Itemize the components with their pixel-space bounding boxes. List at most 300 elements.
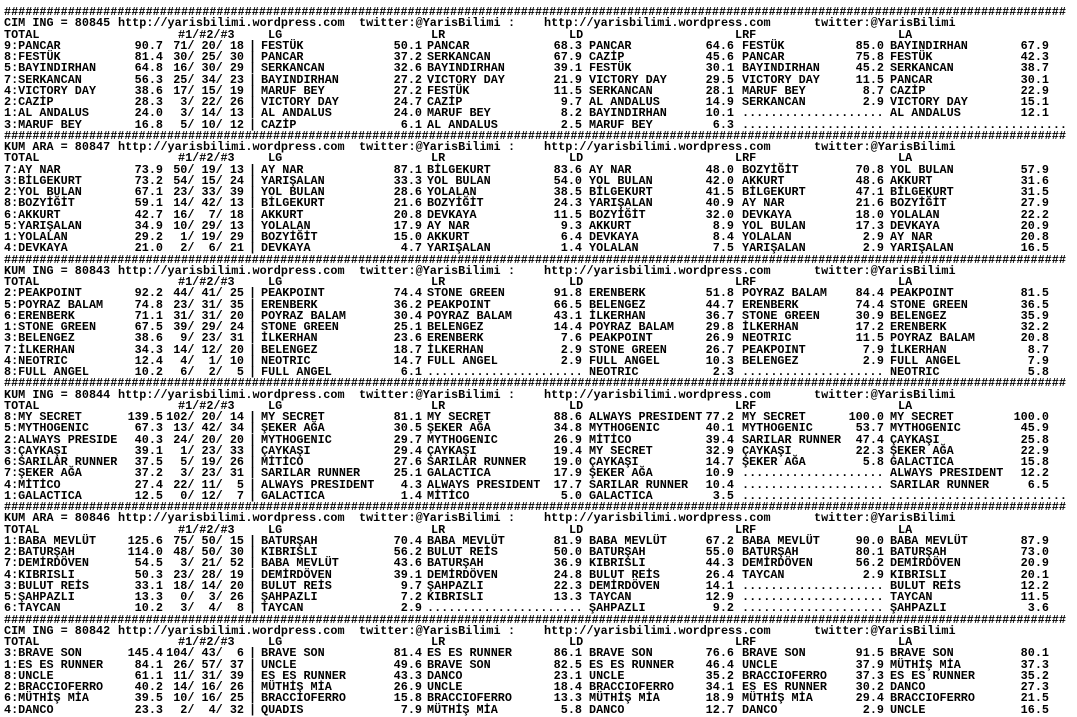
lr-value: 54.0 xyxy=(553,173,582,188)
horse-name: 7:DEMİRDÖVEN xyxy=(4,556,89,571)
ld-horse: NEOTRIC xyxy=(589,365,639,379)
lrf-horse: POYRAZ BALAM xyxy=(742,286,827,301)
column-total: TOTAL xyxy=(4,275,40,289)
lg-horse: GALACTICA xyxy=(261,488,325,503)
column-lrf: LRF xyxy=(735,522,757,537)
lrf-value: 56.2 xyxy=(855,556,884,571)
lrf-horse: .................... xyxy=(742,488,884,503)
pick-counts: 3/ 4/ 8 xyxy=(180,601,244,616)
horse-name: 3:BİLGEKURT xyxy=(4,173,82,188)
lg-horse: ŞAHPAZLI xyxy=(261,590,318,604)
lg-value: 18.7 xyxy=(393,342,422,357)
pick-counts: 31/ 31/ 20 xyxy=(173,308,244,323)
divider: | xyxy=(249,410,257,424)
horse-name: 6:SARILAR RUNNER xyxy=(4,455,118,469)
site-url: http://yarisbilimi.wordpress.com xyxy=(118,511,345,526)
ld-value: 44.7 xyxy=(705,297,734,312)
ld-value: 10.9 xyxy=(705,466,734,481)
lr-horse: ÇAYKAŞI xyxy=(427,443,477,458)
ld-horse: MİTİCO xyxy=(589,432,632,447)
lg-horse: BİLGEKURT xyxy=(261,196,325,211)
lrf-horse: NEOTRIC xyxy=(742,331,792,346)
lg-value: 24.7 xyxy=(393,95,422,109)
lrf-value: 2.9 xyxy=(862,702,884,717)
la-horse: VICTORY DAY xyxy=(890,95,968,109)
divider: | xyxy=(249,218,257,233)
divider: | xyxy=(249,545,257,559)
site-url: http://yarisbilimi.wordpress.com xyxy=(118,387,345,402)
total-score: 74.8 xyxy=(134,297,163,312)
lr-horse: AL ANDALUS xyxy=(427,117,498,132)
lrf-value: 90.0 xyxy=(855,533,884,548)
la-value: 21.5 xyxy=(1020,691,1049,706)
lr-value: 7.6 xyxy=(560,331,582,346)
column-la: LA xyxy=(898,275,913,289)
horse-name: 4:MİTİCO xyxy=(4,477,61,492)
column-lr: LR xyxy=(431,27,446,42)
colon: : xyxy=(508,16,516,31)
divider: | xyxy=(249,646,257,661)
lrf-value: 17.3 xyxy=(855,218,884,233)
site-url: http://yarisbilimi.wordpress.com xyxy=(544,387,771,402)
ld-value: 34.1 xyxy=(705,680,734,694)
divider: | xyxy=(249,72,257,87)
la-value: 12.2 xyxy=(1020,466,1049,481)
lr-horse: SARILAR RUNNER xyxy=(427,455,527,469)
column-lr: LR xyxy=(431,275,446,289)
la-value: 25.8 xyxy=(1020,432,1049,447)
lg-value: 32.6 xyxy=(393,61,422,76)
total-score: 33.1 xyxy=(134,578,163,593)
la-horse: BİLGEKURT xyxy=(890,185,954,199)
lg-value: 36.2 xyxy=(393,297,422,312)
lrf-horse: .................... xyxy=(742,117,884,132)
la-horse: ŞAHPAZLI xyxy=(890,601,947,616)
pick-counts: 3/ 14/ 13 xyxy=(180,106,244,121)
lrf-horse: YOL BULAN xyxy=(742,218,806,233)
lr-horse: PANCAR xyxy=(427,38,470,53)
divider: | xyxy=(249,702,257,717)
pick-counts: 14/ 12/ 20 xyxy=(173,342,244,357)
column-ld: LD xyxy=(569,151,584,166)
la-value: 15.1 xyxy=(1020,95,1049,109)
ld-horse: ÇAYKAŞI xyxy=(589,455,639,469)
divider: | xyxy=(249,117,257,132)
total-score: 10.2 xyxy=(134,601,163,616)
divider: | xyxy=(249,308,257,323)
lr-value: 83.6 xyxy=(553,162,582,177)
divider: | xyxy=(249,455,257,469)
ld-horse: TAYCAN xyxy=(589,590,632,604)
column-ld: LD xyxy=(569,27,584,42)
horse-name: 8:FULL ANGEL xyxy=(4,365,89,379)
lr-value: 5.8 xyxy=(560,702,582,717)
lg-horse: BATURŞAH xyxy=(261,533,318,548)
total-score: 67.5 xyxy=(134,320,163,334)
lg-value: 17.9 xyxy=(393,218,422,233)
total-score: 29.2 xyxy=(134,230,163,244)
lg-value: 29.7 xyxy=(393,432,422,447)
la-value: 45.9 xyxy=(1020,421,1049,436)
lr-value: 2.9 xyxy=(560,353,582,368)
total-score: 67.3 xyxy=(134,421,163,436)
lr-horse: YOLALAN xyxy=(427,185,477,199)
lr-horse: ŞEKER AĞA xyxy=(427,421,491,436)
lrf-value: 70.8 xyxy=(855,162,884,177)
ld-horse: BRAVE SON xyxy=(589,646,653,661)
la-value: 7.9 xyxy=(1027,353,1049,368)
ld-horse: FESTÜK xyxy=(589,61,632,76)
total-score: 139.5 xyxy=(127,410,163,424)
lr-value: 82.5 xyxy=(553,657,582,672)
lg-value: 7.2 xyxy=(400,590,422,604)
la-horse: CAZİP xyxy=(890,83,926,98)
ld-horse: CAZİP xyxy=(589,50,625,64)
lg-horse: BRACCIOFERRO xyxy=(261,691,346,706)
pick-counts: 3/ 22/ 26 xyxy=(180,95,244,109)
ld-value: 76.6 xyxy=(705,646,734,661)
column-la: LA xyxy=(898,522,913,537)
ld-value: 35.2 xyxy=(705,668,734,683)
lr-horse: AKKURT xyxy=(427,230,470,244)
lr-horse: GALACTICA xyxy=(427,466,491,481)
la-value: 16.5 xyxy=(1020,241,1049,256)
column-lg: LG xyxy=(268,27,283,42)
site-url: http://yarisbilimi.wordpress.com xyxy=(544,16,771,31)
pick-counts: 6/ 2/ 5 xyxy=(180,365,244,379)
divider: | xyxy=(249,421,257,436)
lrf-horse: MARUF BEY xyxy=(742,83,806,98)
divider: | xyxy=(249,320,257,334)
divider: | xyxy=(249,95,257,109)
lr-value: 9.7 xyxy=(560,95,582,109)
lr-horse: ŞAHPAZLI xyxy=(427,578,484,593)
divider: | xyxy=(249,38,257,53)
lrf-horse: BOZYİĞİT xyxy=(742,162,799,177)
lrf-horse: .................... xyxy=(742,590,884,604)
lg-value: 70.4 xyxy=(393,533,422,548)
la-value: 20.9 xyxy=(1020,556,1049,571)
ld-horse: ERENBERK xyxy=(589,286,646,301)
la-value: 31.6 xyxy=(1020,173,1049,188)
twitter-handle: twitter:@YarisBilimi xyxy=(359,387,501,402)
la-horse: DEMİRDÖVEN xyxy=(890,556,961,571)
total-score: 34.9 xyxy=(134,218,163,233)
lrf-value: 2.9 xyxy=(862,567,884,582)
divider: | xyxy=(249,230,257,244)
lr-horse: MÜTHİŞ MİA xyxy=(427,702,498,717)
ld-value: 12.9 xyxy=(705,590,734,604)
lg-horse: ERENBERK xyxy=(261,297,318,312)
horse-name: 4:DEVKAYA xyxy=(4,241,68,256)
la-value: 8.7 xyxy=(1027,342,1049,357)
column-lg: LG xyxy=(268,398,283,413)
la-value: 42.3 xyxy=(1020,50,1049,64)
lr-horse: AY NAR xyxy=(427,218,470,233)
lg-value: 30.4 xyxy=(393,308,422,323)
lg-horse: ŞEKER AĞA xyxy=(261,421,325,436)
pick-counts: 71/ 20/ 18 xyxy=(173,38,244,53)
lr-value: 2.9 xyxy=(560,342,582,357)
lrf-value: 11.5 xyxy=(855,72,884,87)
ld-horse: ES ES RUNNER xyxy=(589,657,674,672)
lr-horse: MY SECRET xyxy=(427,410,491,424)
twitter-handle: twitter:@YarisBilimi xyxy=(814,16,956,31)
pick-counts: 10/ 29/ 13 xyxy=(173,218,244,233)
total-score: 92.2 xyxy=(134,286,163,301)
lr-value: 9.3 xyxy=(560,218,582,233)
lrf-value: 47.4 xyxy=(855,432,884,447)
ld-value: 46.4 xyxy=(705,657,734,672)
horse-name: 2:BRACCIOFERRO xyxy=(4,680,104,694)
ld-horse: BATURŞAH xyxy=(589,545,646,559)
total-score: 10.2 xyxy=(134,365,163,379)
total-score: 114.0 xyxy=(127,545,163,559)
lr-value: 19.0 xyxy=(553,455,582,469)
la-horse: DEVKAYA xyxy=(890,218,940,233)
lr-value: 67.9 xyxy=(553,50,582,64)
la-horse: TAYCAN xyxy=(890,590,933,604)
lr-horse: DEMİRDÖVEN xyxy=(427,567,498,582)
lrf-horse: MYTHOGENIC xyxy=(742,421,813,436)
horse-name: 3:BULUT REİS xyxy=(4,578,89,593)
race-title: CIM ING = 80845 xyxy=(4,16,111,31)
ld-horse: BELENGEZ xyxy=(589,297,646,312)
ld-horse: BOZYİĞİT xyxy=(589,207,646,222)
colon: : xyxy=(508,511,516,526)
ld-horse: ŞAHPAZLI xyxy=(589,601,646,616)
column-total: TOTAL xyxy=(4,27,40,42)
lrf-horse: DANCO xyxy=(742,702,778,717)
colon: : xyxy=(508,623,516,638)
pick-counts: 48/ 50/ 30 xyxy=(173,545,244,559)
separator: ###################################################################################################################################################### xyxy=(4,376,1066,391)
la-value: 22.9 xyxy=(1020,443,1049,458)
lr-horse: BOZYİĞİT xyxy=(427,196,484,211)
lrf-horse: YARIŞALAN xyxy=(742,241,806,256)
la-horse: MYTHOGENIC xyxy=(890,421,961,436)
twitter-handle: twitter:@YarisBilimi xyxy=(814,387,956,402)
lrf-horse: UNCLE xyxy=(742,657,778,672)
lrf-horse: FESTÜK xyxy=(742,38,785,53)
site-url: http://yarisbilimi.wordpress.com xyxy=(544,263,771,278)
twitter-handle: twitter:@YarisBilimi xyxy=(814,623,956,638)
lg-value: 29.4 xyxy=(393,443,422,458)
divider: | xyxy=(249,668,257,683)
lrf-horse: BABA MEVLÜT xyxy=(742,533,820,548)
horse-name: 4:NEOTRIC xyxy=(4,353,68,368)
lg-value: 6.1 xyxy=(400,117,422,132)
divider: | xyxy=(249,432,257,447)
lg-value: 6.1 xyxy=(400,365,422,379)
la-value: 81.5 xyxy=(1020,286,1049,301)
la-value: 27.9 xyxy=(1020,196,1049,211)
ld-horse: AKKURT xyxy=(589,218,632,233)
lrf-value: 2.9 xyxy=(862,353,884,368)
race-header xyxy=(0,263,1077,278)
lrf-horse: TAYCAN xyxy=(742,567,785,582)
lg-value: 20.8 xyxy=(393,207,422,222)
horse-name: 1:BABA MEVLÜT xyxy=(4,533,97,548)
lr-value: 68.3 xyxy=(553,38,582,53)
divider: | xyxy=(249,162,257,177)
column-la: LA xyxy=(898,151,913,166)
site-url: http://yarisbilimi.wordpress.com xyxy=(544,140,771,154)
total-score: 90.7 xyxy=(134,38,163,53)
divider: | xyxy=(249,50,257,64)
lr-value: 19.4 xyxy=(553,443,582,458)
total-score: 42.7 xyxy=(134,207,163,222)
twitter-handle: twitter:@YarisBilimi xyxy=(359,140,501,154)
pick-counts: 11/ 31/ 39 xyxy=(173,668,244,683)
lr-horse: BRAVE SON xyxy=(427,657,491,672)
lrf-horse: DEMİRDÖVEN xyxy=(742,556,813,571)
lrf-value: 30.9 xyxy=(855,308,884,323)
la-horse: BRAVE SON xyxy=(890,646,954,661)
race-header xyxy=(0,623,1077,638)
lg-value: 15.8 xyxy=(393,691,422,706)
lr-value: 1.4 xyxy=(560,241,582,256)
lg-value: 37.2 xyxy=(393,50,422,64)
total-score: 28.3 xyxy=(134,95,163,109)
lrf-horse: BELENGEZ xyxy=(742,353,799,368)
la-value: 12.1 xyxy=(1020,106,1049,121)
lrf-value: 53.7 xyxy=(855,421,884,436)
lr-horse: YOL BULAN xyxy=(427,173,491,188)
lg-value: 39.1 xyxy=(393,567,422,582)
la-value: 20.1 xyxy=(1020,567,1049,582)
divider: | xyxy=(249,207,257,222)
lg-horse: MY SECRET xyxy=(261,410,325,424)
lr-value: 88.6 xyxy=(553,410,582,424)
site-url: http://yarisbilimi.wordpress.com xyxy=(118,263,345,278)
pick-counts: 30/ 25/ 30 xyxy=(173,50,244,64)
divider: | xyxy=(249,601,257,616)
la-horse: DANCO xyxy=(890,680,926,694)
lg-value: 27.2 xyxy=(393,72,422,87)
lg-value: 7.9 xyxy=(400,702,422,717)
total-score: 125.6 xyxy=(127,533,163,548)
horse-name: 1:AL ANDALUS xyxy=(4,106,89,121)
lrf-horse: .................... xyxy=(742,477,884,492)
ld-horse: SERKANCAN xyxy=(589,83,653,98)
lr-horse: SERKANCAN xyxy=(427,50,491,64)
ld-value: 36.7 xyxy=(705,308,734,323)
separator: ###################################################################################################################################################### xyxy=(4,252,1066,267)
lg-value: 50.1 xyxy=(393,38,422,53)
pick-counts: 1/ 19/ 29 xyxy=(180,230,244,244)
lg-horse: MİTİCO xyxy=(261,455,304,469)
pick-counts: 50/ 19/ 13 xyxy=(173,162,244,177)
ld-value: 3.5 xyxy=(712,488,734,503)
total-score: 84.1 xyxy=(134,657,163,672)
pick-counts: 10/ 16/ 25 xyxy=(173,691,244,706)
ld-horse: YOL BULAN xyxy=(589,173,653,188)
lrf-value: 85.0 xyxy=(855,38,884,53)
lr-value: 43.1 xyxy=(553,308,582,323)
horse-name: 5:POYRAZ BALAM xyxy=(4,297,104,312)
horse-name: 6:MÜTHİŞ MİA xyxy=(4,691,89,706)
ld-value: 39.4 xyxy=(705,432,734,447)
lrf-value: 84.4 xyxy=(855,286,884,301)
column-lg: LG xyxy=(268,275,283,289)
ld-horse: ŞEKER AĞA xyxy=(589,466,653,481)
column-lr: LR xyxy=(431,398,446,413)
column-picks: #1/#2/#3 xyxy=(178,151,235,166)
pick-counts: 24/ 20/ 20 xyxy=(173,432,244,447)
lrf-value: 80.1 xyxy=(855,545,884,559)
pick-counts: 1/ 23/ 33 xyxy=(180,443,244,458)
lr-horse: ...................... xyxy=(427,365,583,379)
la-value: 73.0 xyxy=(1020,545,1049,559)
divider: | xyxy=(249,286,257,301)
horse-name: 5:ŞAHPAZLI xyxy=(4,590,75,604)
la-value: 37.3 xyxy=(1020,657,1049,672)
ld-horse: AL ANDALUS xyxy=(589,95,660,109)
lrf-horse: AY NAR xyxy=(742,196,785,211)
pick-counts: 14/ 42/ 13 xyxy=(173,196,244,211)
divider: | xyxy=(249,488,257,503)
total-score: 56.3 xyxy=(134,72,163,87)
horse-name: 7:AY NAR xyxy=(4,162,61,177)
column-lrf: LRF xyxy=(735,27,757,42)
column-total: TOTAL xyxy=(4,635,40,649)
separator: ###################################################################################################################################################### xyxy=(4,5,1066,19)
lr-horse: BRACCIOFERRO xyxy=(427,691,512,706)
lg-value: 21.6 xyxy=(393,196,422,211)
divider: | xyxy=(249,331,257,346)
lrf-horse: .................... xyxy=(742,365,884,379)
pick-counts: 23/ 31/ 35 xyxy=(173,297,244,312)
pick-counts: 3/ 21/ 52 xyxy=(180,556,244,571)
lrf-value: 8.7 xyxy=(862,83,884,98)
la-horse: STONE GREEN xyxy=(890,297,968,312)
column-ld: LD xyxy=(569,522,584,537)
la-horse: BELENGEZ xyxy=(890,308,947,323)
la-value: 67.9 xyxy=(1020,38,1049,53)
total-score: 50.3 xyxy=(134,567,163,582)
horse-name: 8:UNCLE xyxy=(4,668,54,683)
race-header xyxy=(0,513,1077,524)
ld-value: 67.2 xyxy=(705,533,734,548)
lg-value: 33.3 xyxy=(393,173,422,188)
column-lg: LG xyxy=(268,151,283,166)
la-horse: BABA MEVLÜT xyxy=(890,533,968,548)
site-url: http://yarisbilimi.wordpress.com xyxy=(118,140,345,154)
la-horse: AY NAR xyxy=(890,230,933,244)
column-total: TOTAL xyxy=(4,522,40,537)
la-value: 11.5 xyxy=(1020,590,1049,604)
lrf-value: 100.0 xyxy=(848,410,884,424)
ld-value: 45.6 xyxy=(705,50,734,64)
horse-name: 6:ERENBERK xyxy=(4,308,75,323)
divider: | xyxy=(249,106,257,121)
horse-name: 7:İLKERHAN xyxy=(4,342,75,357)
column-lrf: LRF xyxy=(735,635,757,649)
lr-value: 91.8 xyxy=(553,286,582,301)
la-horse: BULUT REİS xyxy=(890,578,961,593)
total-score: 12.5 xyxy=(134,488,163,503)
divider: | xyxy=(249,61,257,76)
pick-counts: 16/ 30/ 29 xyxy=(173,61,244,76)
la-horse: FESTÜK xyxy=(890,50,933,64)
lr-value: 13.3 xyxy=(553,590,582,604)
ld-value: 44.3 xyxy=(705,556,734,571)
lg-horse: MÜTHİŞ MİA xyxy=(261,680,332,694)
horse-name: 3:BRAVE SON xyxy=(4,646,82,661)
lr-value: 24.3 xyxy=(553,196,582,211)
total-score: 39.5 xyxy=(134,691,163,706)
